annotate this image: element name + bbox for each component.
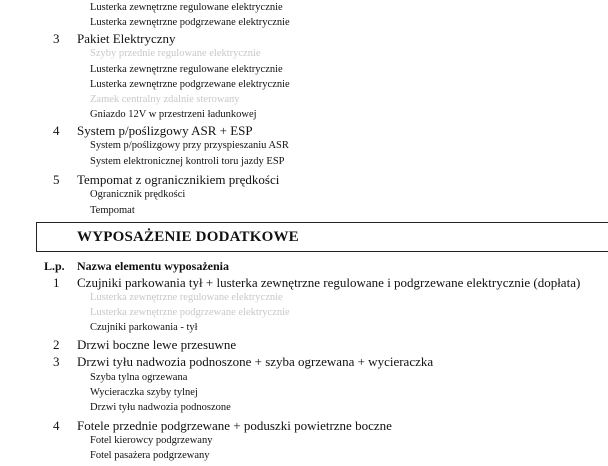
item-title: Drzwi tyłu nadwozia podnoszone + szyba ogrzewana + wycieraczka bbox=[77, 354, 434, 369]
sub-item: System p/poślizgowy przy przyspieszaniu ASR bbox=[90, 140, 289, 151]
item-number: 4 bbox=[53, 123, 60, 138]
name-column-header: Nazwa elementu wyposażenia bbox=[77, 259, 229, 273]
item-title: System p/poślizgowy ASR + ESP bbox=[77, 123, 253, 138]
item-title: Pakiet Elektryczny bbox=[77, 31, 176, 46]
sub-item-faded: Lusterka zewnętrzne regulowane elektrycznie bbox=[90, 292, 283, 303]
section-header-box bbox=[36, 222, 608, 252]
sub-item: System elektronicznej kontroli toru jazdy ESP bbox=[90, 156, 285, 167]
sub-item: Tempomat bbox=[90, 205, 135, 216]
item-number: 3 bbox=[53, 354, 60, 369]
lp-column-header: L.p. bbox=[44, 259, 65, 273]
item-number: 1 bbox=[53, 275, 60, 290]
sub-item: Fotel pasażera podgrzewany bbox=[90, 450, 210, 461]
sub-item: Lusterka zewnętrzne podgrzewane elektrycznie bbox=[90, 17, 290, 28]
sub-item: Drzwi tyłu nadwozia podnoszone bbox=[90, 402, 231, 413]
item-title: Fotele przednie podgrzewane + poduszki powietrzne boczne bbox=[77, 418, 392, 433]
section-title: WYPOSAŻENIE DODATKOWE bbox=[77, 229, 299, 245]
sub-item: Fotel kierowcy podgrzewany bbox=[90, 435, 213, 446]
sub-item: Gniazdo 12V w przestrzeni ładunkowej bbox=[90, 109, 257, 120]
sub-item: Ogranicznik prędkości bbox=[90, 189, 186, 200]
item-number: 4 bbox=[53, 418, 60, 433]
sub-item: Wycieraczka szyby tylnej bbox=[90, 387, 198, 398]
sub-item: Szyba tylna ogrzewana bbox=[90, 372, 188, 383]
item-title: Czujniki parkowania tył + lusterka zewnętrzne regulowane i podgrzewane elektrycznie (dopłata) bbox=[77, 275, 581, 290]
item-title: Tempomat z ogranicznikiem prędkości bbox=[77, 172, 280, 187]
sub-item-faded: Szyby przednie regulowane elektrycznie bbox=[90, 48, 261, 59]
sub-item: Lusterka zewnętrzne regulowane elektrycznie bbox=[90, 64, 283, 75]
sub-item: Lusterka zewnętrzne regulowane elektrycznie bbox=[90, 2, 283, 13]
item-number: 3 bbox=[53, 31, 60, 46]
sub-item: Czujniki parkowania - tył bbox=[90, 322, 198, 333]
item-number: 2 bbox=[53, 337, 60, 352]
sub-item-faded: Zamek centralny zdalnie sterowany bbox=[90, 94, 240, 105]
item-title: Drzwi boczne lewe przesuwne bbox=[77, 337, 237, 352]
sub-item-faded: Lusterka zewnętrzne podgrzewane elektrycznie bbox=[90, 307, 290, 318]
item-number: 5 bbox=[53, 172, 60, 187]
sub-item: Lusterka zewnętrzne podgrzewane elektrycznie bbox=[90, 79, 290, 90]
